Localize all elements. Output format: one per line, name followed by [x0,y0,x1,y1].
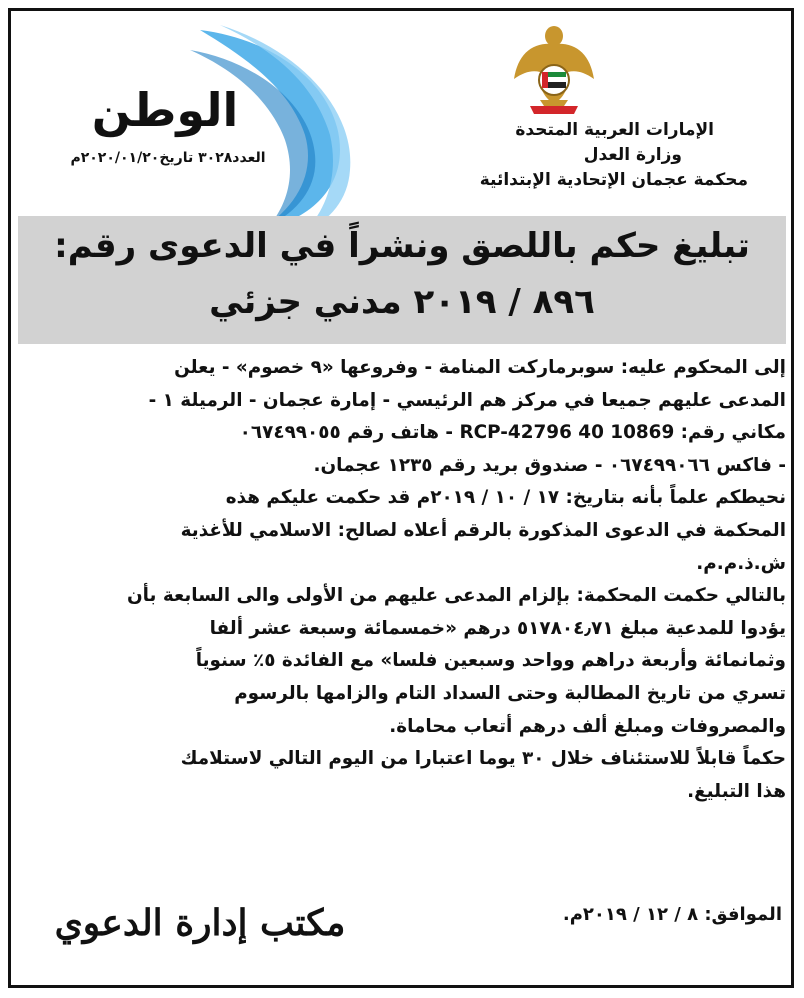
body-line: - فاكس ٠٦٧٤٩٩٠٦٦ - صندوق بريد رقم ١٢٣٥ عجمان. [313,454,786,476]
notice-body [18,352,786,808]
body-line: هذا التبليغ. [687,780,786,802]
uae-eagle-emblem-icon [512,24,596,118]
notice-title: تبليغ حكم باللصق ونشراً في الدعوى رقم: [54,226,750,266]
body-line: تسري من تاريخ المطالبة وحتى السداد التام والزامها بالرسوم [234,682,786,704]
body-line: وثمانمائة وأربعة دراهم وواحد وسبعين فلسا» مع الفائدة ٥٪ سنوياً [195,650,786,672]
office-signature: مكتب إدارة الدعوي [54,902,346,944]
body-line: يؤدوا للمدعية مبلغ ٥١٧٨٠٤٫٧١ درهم «خمسمائة وسبعة عشر ألفا [209,617,786,639]
court-ministry: وزارة العدل [583,145,682,165]
issue-line: العدد٣٠٢٨ تاريخ٢٠٢٠/٠١/٢٠م [70,150,266,166]
body-line: والمصروفات ومبلغ ألف درهم أتعاب محاماة. [389,715,786,737]
notice-date: الموافق: ٨ / ١٢ / ٢٠١٩م. [562,904,782,925]
body-line: المدعى عليهم جميعا في مركز هم الرئيسي - إمارة عجمان - الرميلة ١ - [148,389,786,411]
case-number: ٨٩٦ / ٢٠١٩ مدني جزئي [209,282,595,322]
court-country: الإمارات العربية المتحدة [515,120,714,140]
body-line: نحيطكم علماً بأنه بتاريخ: ١٧ / ١٠ / ٢٠١٩م قد حكمت عليكم هذه [225,487,786,509]
court-name: محكمة عجمان الإتحادية الإبتدائية [479,170,748,190]
body-line: حكماً قابلاً للاستئناف خلال ٣٠ يوما اعتبارا من اليوم التالي لاستلامك [180,748,786,770]
court-header [418,118,748,193]
body-line: إلى المحكوم عليه: سوبرماركت المنامة - وفروعها «٩ خصوم» - يعلن [174,357,786,378]
body-line: مكاني رقم: RCP-42796 40 10869 - هاتف رقم ٠٦٧٤٩٩٠٥٥ [239,422,786,444]
body-line: ش.ذ.م.م. [696,552,786,574]
newspaper-name: الوطن [91,83,239,137]
body-line: المحكمة في الدعوى المذكورة بالرقم أعلاه لصالح: الاسلامي للأغذية [180,519,786,541]
body-line: بالتالي حكمت المحكمة: بإلزام المدعى عليهم من الأولى والى السابعة بأن [126,585,786,607]
